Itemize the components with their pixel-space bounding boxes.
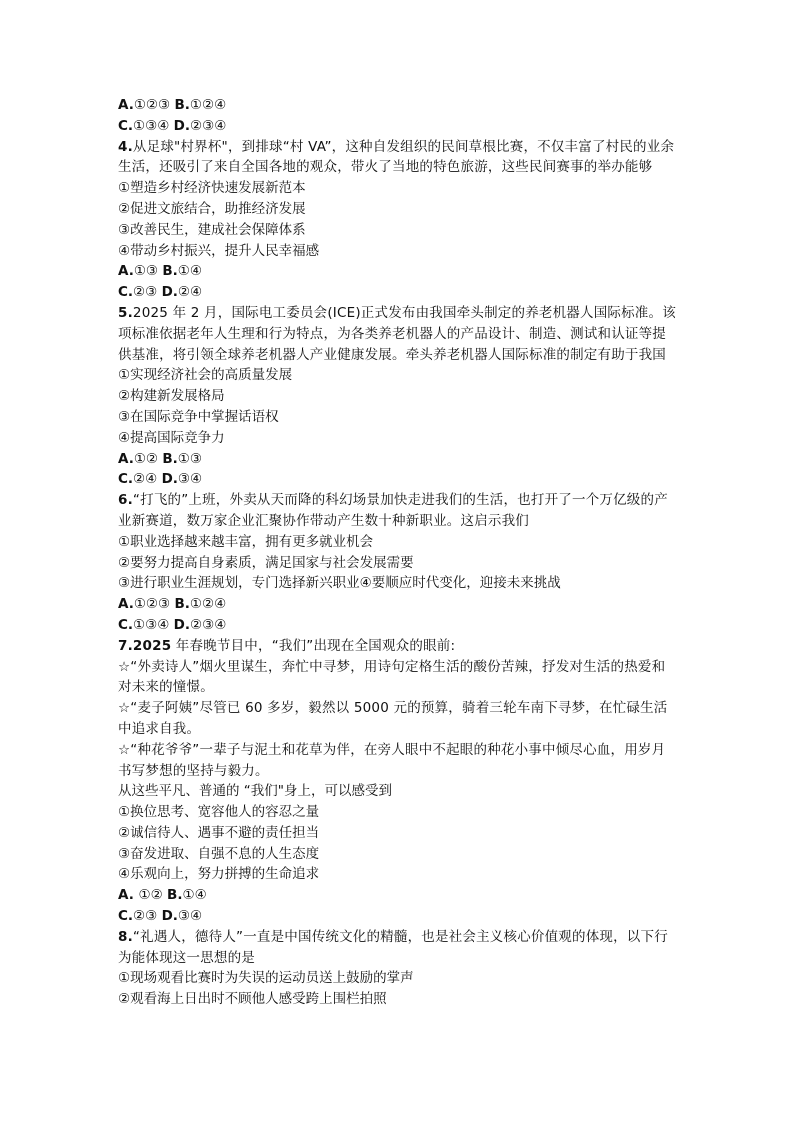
option-text: ②③ [133, 284, 158, 301]
option-label: B. [162, 263, 178, 280]
q5-statement-4: ④提高国际竞争力 [118, 429, 225, 446]
option-text: ①④ [177, 263, 202, 280]
option-text: ①④ [182, 887, 207, 904]
option-label: D. [173, 117, 190, 134]
option-label: C. [118, 471, 134, 488]
option-label: D. [161, 908, 178, 925]
q5-statement-1: ①实现经济社会的高质量发展 [118, 367, 293, 384]
q6-statement-1: ①职业选择越来越丰富，拥有更多就业机会 [118, 533, 374, 550]
q6-options-row-1 [118, 594, 678, 615]
question-stem: “打飞的”上班，外卖从天而降的科幻场景加快走进我们的生活，也打开了一个万亿级的产业新赛道，数万家企业汇聚协作带动产生数十种新职业。这启示我们 [118, 492, 668, 529]
option-label: B. [174, 596, 190, 613]
option-label: B. [162, 450, 178, 467]
q4-statement-4: ④带动乡村振兴，提升人民幸福感 [118, 242, 320, 259]
q5-statement-3: ③在国际竞争中掌握话语权 [118, 408, 279, 425]
option-text: ③④ [177, 471, 203, 488]
option-text: ①② [133, 450, 159, 467]
option-label: D. [173, 616, 190, 633]
q7-star-item-1: ☆“外卖诗人”烟火里谋生，奔忙中寻梦，用诗句定格生活的酸份苦辣，抒发对生活的热爱和对未来的憧憬。 [118, 658, 666, 696]
q4-stem [118, 137, 678, 179]
option-label: B. [174, 97, 190, 113]
question-number: 6. [118, 492, 133, 509]
option-text: ①③④ [133, 117, 170, 134]
option-label: C. [118, 117, 134, 134]
option-label: C. [118, 284, 134, 301]
question-stem: 2025 年 2 月，国际电工委员会(ICE)正式发布由我国牵头制定的养老机器人国际标准。该项标准依据老年人生理和行为特点，为各类养老机器人的产品设计、制造、测试和认证等提供基准，将引领全球养老机器人产业健康发展。牵头养老机器人国际标准的制定有助于我国 [118, 304, 676, 363]
option-text: ②③④ [190, 616, 227, 633]
option-text: ①②③ [133, 596, 171, 613]
question-number: 4. [118, 138, 133, 155]
option-text: ①②④ [189, 97, 227, 113]
question-number: 7.2025 [118, 637, 172, 654]
option-label: D. [161, 471, 178, 488]
q5-options-row-2 [118, 469, 678, 490]
option-text: ②③ [133, 908, 158, 925]
option-text: ②④ [177, 284, 203, 301]
q4-statement-2: ②促进文旅结合，助推经济发展 [118, 200, 306, 217]
exam-page [118, 95, 678, 1010]
option-text: ②③④ [190, 117, 227, 134]
option-label: C. [118, 908, 134, 925]
question-stem: 年春晚节目中，“我们”出现在全国观众的眼前: [171, 637, 456, 654]
option-label: A. [118, 263, 134, 280]
q4-options-row-1 [118, 261, 678, 282]
q3-options-row-1 [118, 95, 678, 116]
q6-statement-3: ③进行职业生涯规划，专门选择新兴职业④要顺应时代变化，迎接未来挑战 [118, 575, 561, 592]
q6-stem [118, 490, 678, 532]
option-label: A. [118, 596, 134, 613]
q8-statement-1: ①现场观看比赛时为失误的运动员送上鼓励的掌声 [118, 970, 414, 987]
q8-statement-2: ②观看海上日出时不顾他人感受跨上围栏拍照 [118, 991, 387, 1008]
q4-statement-3: ③改善民生，建成社会保障体系 [118, 221, 306, 238]
option-label: A. [118, 887, 139, 904]
q3-options-row-2 [118, 116, 678, 137]
q7-lead: 从这些平凡、普通的 “我们"身上，可以感受到 [118, 783, 392, 800]
option-text: ①②③ [133, 97, 171, 113]
question-number: 8. [118, 928, 133, 945]
q5-options-row-1 [118, 449, 678, 470]
option-text: ①③ [177, 450, 202, 467]
q6-statement-2: ②要努力提高自身素质，满足国家与社会发展需要 [118, 554, 414, 571]
option-label: B. [167, 887, 183, 904]
option-text: ①②④ [189, 596, 227, 613]
q8-stem [118, 927, 678, 969]
q7-statement-4: ④乐观向上，努力拼搏的生命追求 [118, 866, 320, 883]
q7-statement-3: ③奋发进取、自强不息的人生态度 [118, 845, 320, 862]
option-label: A. [118, 97, 134, 113]
option-label: D. [161, 284, 178, 301]
option-label: A. [118, 450, 134, 467]
q7-options-row-2 [118, 906, 678, 927]
q4-options-row-2 [118, 282, 678, 303]
question-number: 5. [118, 304, 133, 321]
q7-options-row-1 [118, 885, 678, 906]
option-label: C. [118, 616, 134, 633]
q5-statement-2: ②构建新发展格局 [118, 388, 225, 405]
option-text: ①③ [133, 263, 159, 280]
option-text: ①③④ [133, 616, 170, 633]
q7-statement-1: ①换位思考、宽容他人的容忍之量 [118, 804, 320, 821]
q4-statement-1: ①塑造乡村经济快速发展新范本 [118, 180, 306, 197]
option-text: ①② [138, 887, 163, 904]
question-stem: “礼遇人，德待人”一直是中国传统文化的精髓，也是社会主义核心价值观的体现，以下行为能体现这一思想的是 [118, 928, 668, 966]
q6-options-row-2 [118, 615, 678, 636]
question-stem: 从足球"村界杯"，到排球“村 VA”，这种自发组织的民间草根比赛，不仅丰富了村民的业余生活，还吸引了来自全国各地的观众，带火了当地的特色旅游，这些民间赛事的举办能够 [118, 138, 675, 176]
q5-stem [118, 303, 678, 365]
q7-star-item-2: ☆“麦子阿姨”尽管已 60 多岁，毅然以 5000 元的预算，骑着三轮车南下寻梦，在忙碌生活中追求自我。 [118, 700, 668, 737]
option-text: ③④ [177, 908, 203, 925]
option-text: ②④ [133, 471, 158, 488]
q7-stem [118, 636, 678, 657]
q7-statement-2: ②诚信待人、遇事不避的责任担当 [118, 824, 320, 841]
q7-star-item-3: ☆“种花爷爷”一辈子与泥土和花草为伴，在旁人眼中不起眼的种花小事中倾尽心血，用岁月书写梦想的坚持与毅力。 [118, 741, 666, 779]
